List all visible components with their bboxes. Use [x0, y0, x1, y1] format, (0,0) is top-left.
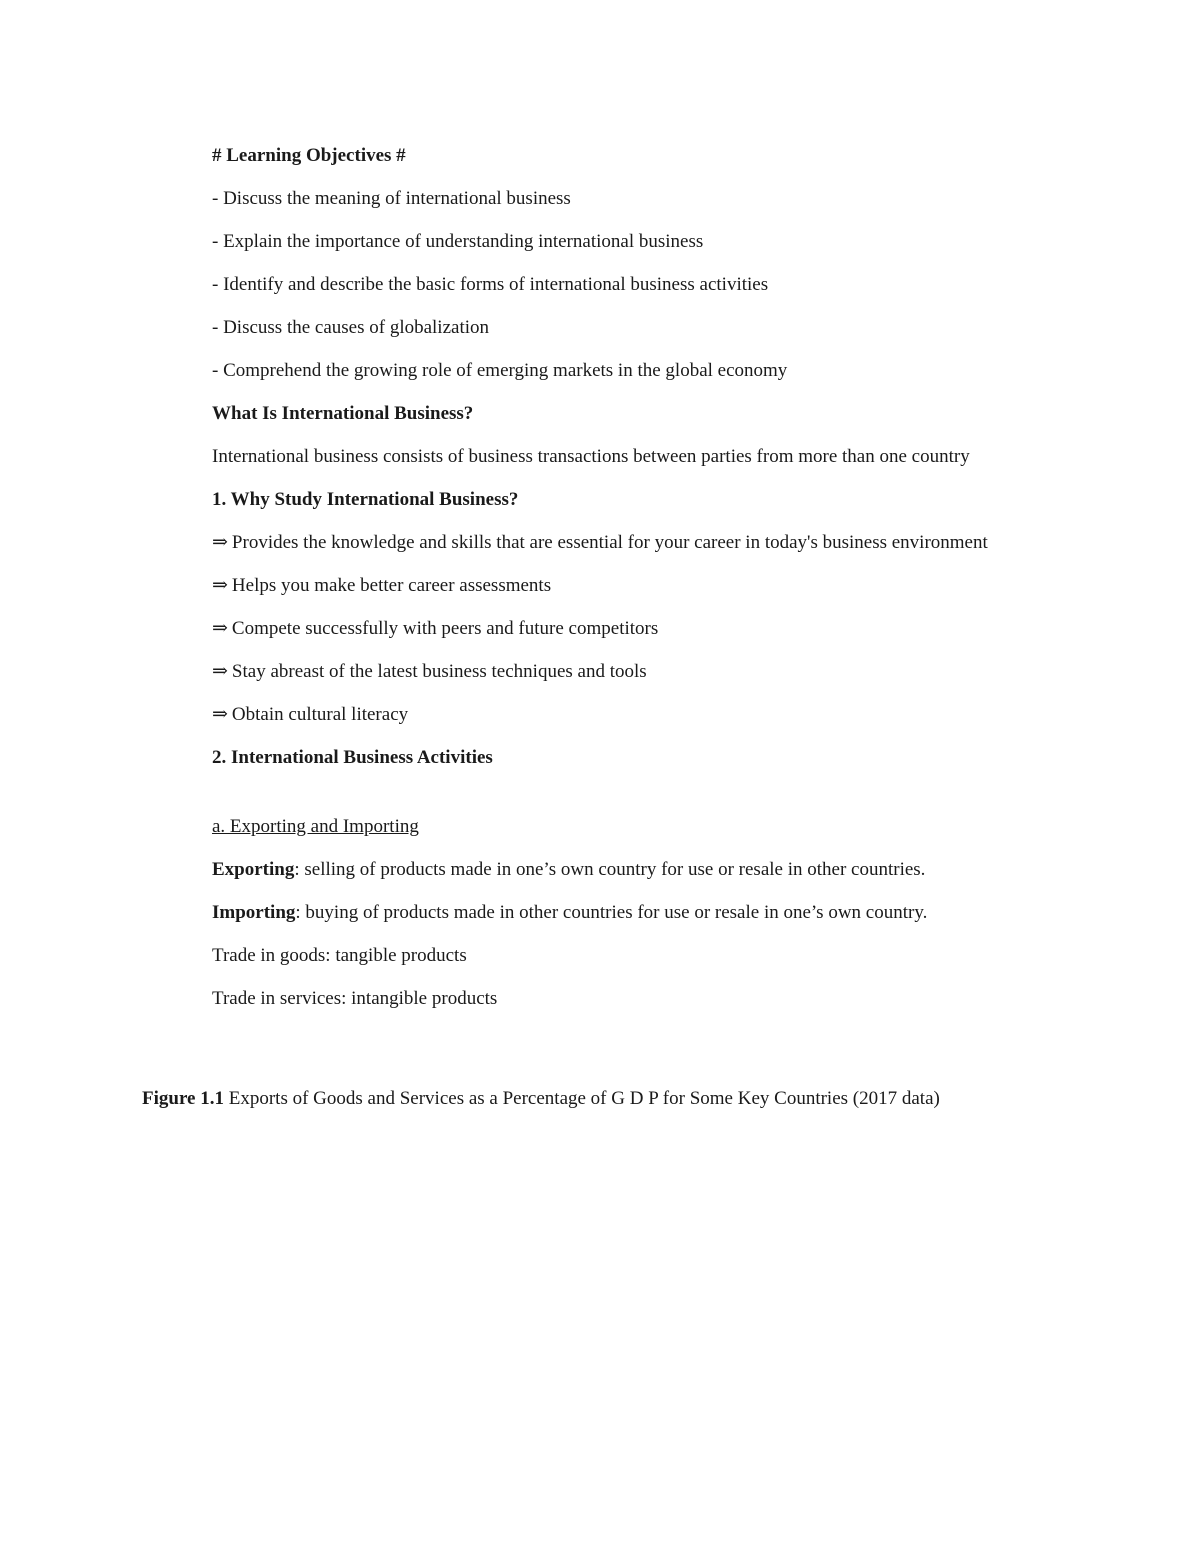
- figure-label: Figure 1.1: [142, 1088, 224, 1109]
- objective-item: - Discuss the causes of globalization: [212, 317, 490, 338]
- trade-in-services: Trade in services: intangible products: [212, 988, 498, 1009]
- why-study-item: [212, 658, 1012, 685]
- why-study-item: [212, 701, 1012, 728]
- right-double-arrow-icon: ⇒: [212, 618, 228, 639]
- importing-definition-text: : buying of products made in other countries for use or resale in one’s own country.: [295, 902, 928, 923]
- right-double-arrow-icon: ⇒: [212, 575, 228, 596]
- exporting-term: Exporting: [212, 859, 295, 880]
- right-double-arrow-icon: ⇒: [212, 661, 228, 682]
- why-study-item-text: Compete successfully with peers and future competitors: [231, 618, 659, 639]
- right-double-arrow-icon: ⇒: [212, 704, 228, 725]
- importing-term: Importing: [212, 902, 296, 923]
- figure-caption-text: Exports of Goods and Services as a Percentage of G D P for Some Key Countries (2017 data): [223, 1088, 940, 1109]
- why-study-item: [212, 615, 1012, 642]
- figure-caption: [142, 1085, 1142, 1112]
- objective-item: - Discuss the meaning of international business: [212, 188, 571, 209]
- subheading-exporting-importing: a. Exporting and Importing: [212, 816, 419, 837]
- why-study-item-text: Obtain cultural literacy: [231, 704, 409, 725]
- why-study-item-text: Stay abreast of the latest business techniques and tools: [231, 661, 647, 682]
- why-study-item: [212, 572, 1012, 599]
- section-heading-activities: 2. International Business Activities: [212, 747, 493, 768]
- definition-paragraph: International business consists of business transactions between parties from more than one country: [212, 446, 970, 467]
- importing-definition: [212, 899, 1012, 926]
- learning-objectives-title: # Learning Objectives #: [212, 145, 406, 166]
- section-heading-why-study: 1. Why Study International Business?: [212, 489, 519, 510]
- right-double-arrow-icon: ⇒: [212, 532, 228, 553]
- why-study-item-text: Helps you make better career assessments: [231, 575, 552, 596]
- why-study-item: [212, 529, 1012, 556]
- exporting-definition: [212, 856, 1012, 883]
- objective-item: - Identify and describe the basic forms of international business activities: [212, 274, 769, 295]
- exporting-definition-text: : selling of products made in one’s own country for use or resale in other countries.: [294, 859, 926, 880]
- trade-in-goods: Trade in goods: tangible products: [212, 945, 467, 966]
- document-content: [212, 142, 1012, 1028]
- objective-item: - Explain the importance of understanding international business: [212, 231, 704, 252]
- objective-item: - Comprehend the growing role of emerging markets in the global economy: [212, 360, 788, 381]
- why-study-item-text: Provides the knowledge and skills that are essential for your career in today's business environment: [231, 532, 988, 553]
- section-heading-what-is-ib: What Is International Business?: [212, 403, 474, 424]
